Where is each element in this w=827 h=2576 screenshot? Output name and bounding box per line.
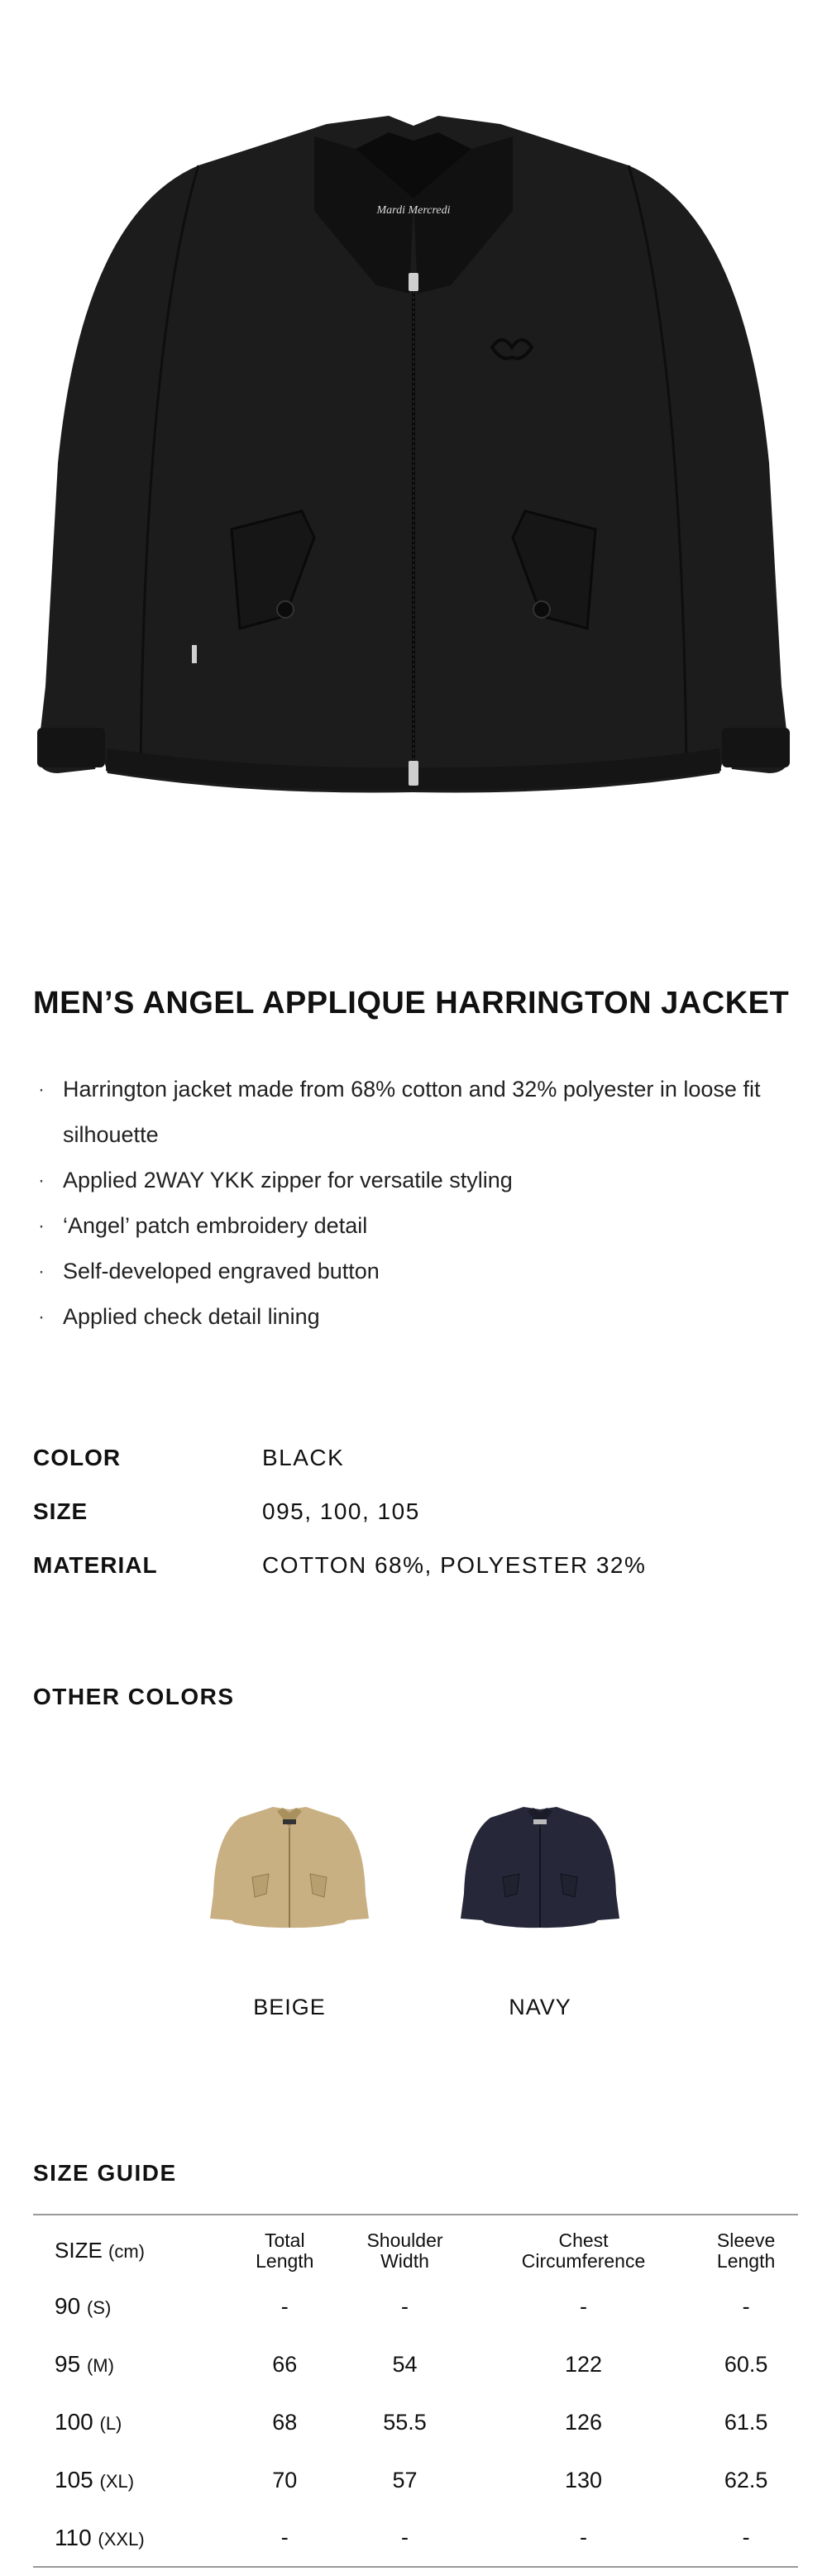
table-row: [33, 2335, 798, 2393]
column-header-chest-circumference: Chest Circumference: [521, 2229, 646, 2272]
bullet-icon: ·: [38, 1306, 45, 1328]
table-row: [33, 2451, 798, 2509]
spec-value: COTTON 68%, POLYESTER 32%: [262, 1551, 647, 1578]
other-colors-heading: OTHER COLORS: [33, 1684, 235, 1709]
spec-value: 095, 100, 105: [262, 1498, 420, 1524]
size-guide-table: [33, 2214, 798, 2568]
feature-text: ‘Angel’ patch embroidery detail: [63, 1213, 368, 1238]
bullet-icon: ·: [38, 1215, 45, 1237]
size-cell: 90 (S): [55, 2293, 112, 2319]
table-row: [33, 2277, 798, 2335]
size-cell: 105 (XL): [55, 2467, 135, 2492]
table-cell: 62.5: [724, 2467, 768, 2492]
table-cell: 68: [272, 2409, 298, 2435]
feature-item: [33, 1203, 794, 1249]
color-option-label[interactable]: NAVY: [509, 1995, 571, 2019]
table-cell: 66: [272, 2351, 298, 2377]
size-cell: 100 (L): [55, 2409, 122, 2435]
spec-label: MATERIAL: [33, 1551, 158, 1578]
color-option-label[interactable]: BEIGE: [253, 1995, 326, 2019]
feature-list: [33, 1067, 794, 1340]
feature-item: [33, 1158, 794, 1203]
bullet-icon: ·: [38, 1169, 45, 1192]
navy-jacket-thumbnail[interactable]: [457, 1778, 623, 1943]
table-cell: -: [280, 2525, 289, 2550]
table-cell: 54: [392, 2351, 418, 2377]
spec-label: SIZE: [33, 1498, 88, 1524]
table-cell: 130: [564, 2467, 603, 2492]
column-header-shoulder-width: Shoulder Width: [366, 2229, 443, 2272]
size-table-header-row: [33, 2215, 798, 2277]
svg-text:Mardi Mercredi: Mardi Mercredi: [376, 204, 451, 217]
feature-text: Harrington jacket made from 68% cotton and 32% polyester in loose fit silhouette: [63, 1077, 761, 1147]
product-title: MEN’S ANGEL APPLIQUE HARRINGTON JACKET: [33, 986, 790, 1020]
feature-text: Self-developed engraved button: [63, 1259, 380, 1283]
table-cell: -: [580, 2525, 587, 2550]
feature-text: Applied check detail lining: [63, 1304, 320, 1329]
color-option-navy[interactable]: [449, 1778, 631, 2020]
table-cell: 55.5: [383, 2409, 427, 2435]
column-header-total-length: Total Length: [256, 2229, 314, 2272]
table-cell: 57: [392, 2467, 418, 2492]
table-cell: -: [742, 2293, 750, 2319]
spec-row-color: [33, 1431, 794, 1484]
table-cell: 122: [564, 2351, 603, 2377]
table-cell: -: [401, 2293, 409, 2319]
black-jacket-illustration: [0, 0, 827, 910]
table-cell: 61.5: [724, 2409, 768, 2435]
table-row: [33, 2509, 798, 2567]
table-cell: -: [742, 2525, 750, 2550]
beige-jacket-thumbnail[interactable]: [207, 1778, 372, 1943]
feature-item: [33, 1067, 794, 1158]
spec-value: BLACK: [262, 1444, 345, 1470]
product-image: [0, 0, 827, 910]
table-cell: 70: [272, 2467, 298, 2492]
column-header-sleeve-length: Sleeve Length: [716, 2229, 776, 2272]
spec-row-size: [33, 1484, 794, 1538]
table-cell: 60.5: [724, 2351, 768, 2377]
spec-label: COLOR: [33, 1444, 122, 1470]
table-cell: -: [401, 2525, 409, 2550]
spec-row-material: [33, 1538, 794, 1592]
column-header-size: SIZE (cm): [55, 2237, 146, 2263]
bullet-icon: ·: [38, 1078, 45, 1101]
size-cell: 110 (XXL): [55, 2524, 145, 2550]
color-option-beige[interactable]: [198, 1778, 380, 2020]
size-cell: 95 (M): [55, 2351, 114, 2377]
table-cell: 126: [564, 2409, 603, 2435]
table-cell: -: [580, 2293, 587, 2319]
bullet-icon: ·: [38, 1260, 45, 1283]
size-guide-heading: SIZE GUIDE: [33, 2160, 177, 2186]
feature-item: [33, 1249, 794, 1294]
feature-item: [33, 1294, 794, 1340]
table-cell: -: [280, 2293, 289, 2319]
spec-table: [33, 1431, 794, 1592]
feature-text: Applied 2WAY YKK zipper for versatile styling: [63, 1168, 513, 1192]
table-row: [33, 2393, 798, 2451]
